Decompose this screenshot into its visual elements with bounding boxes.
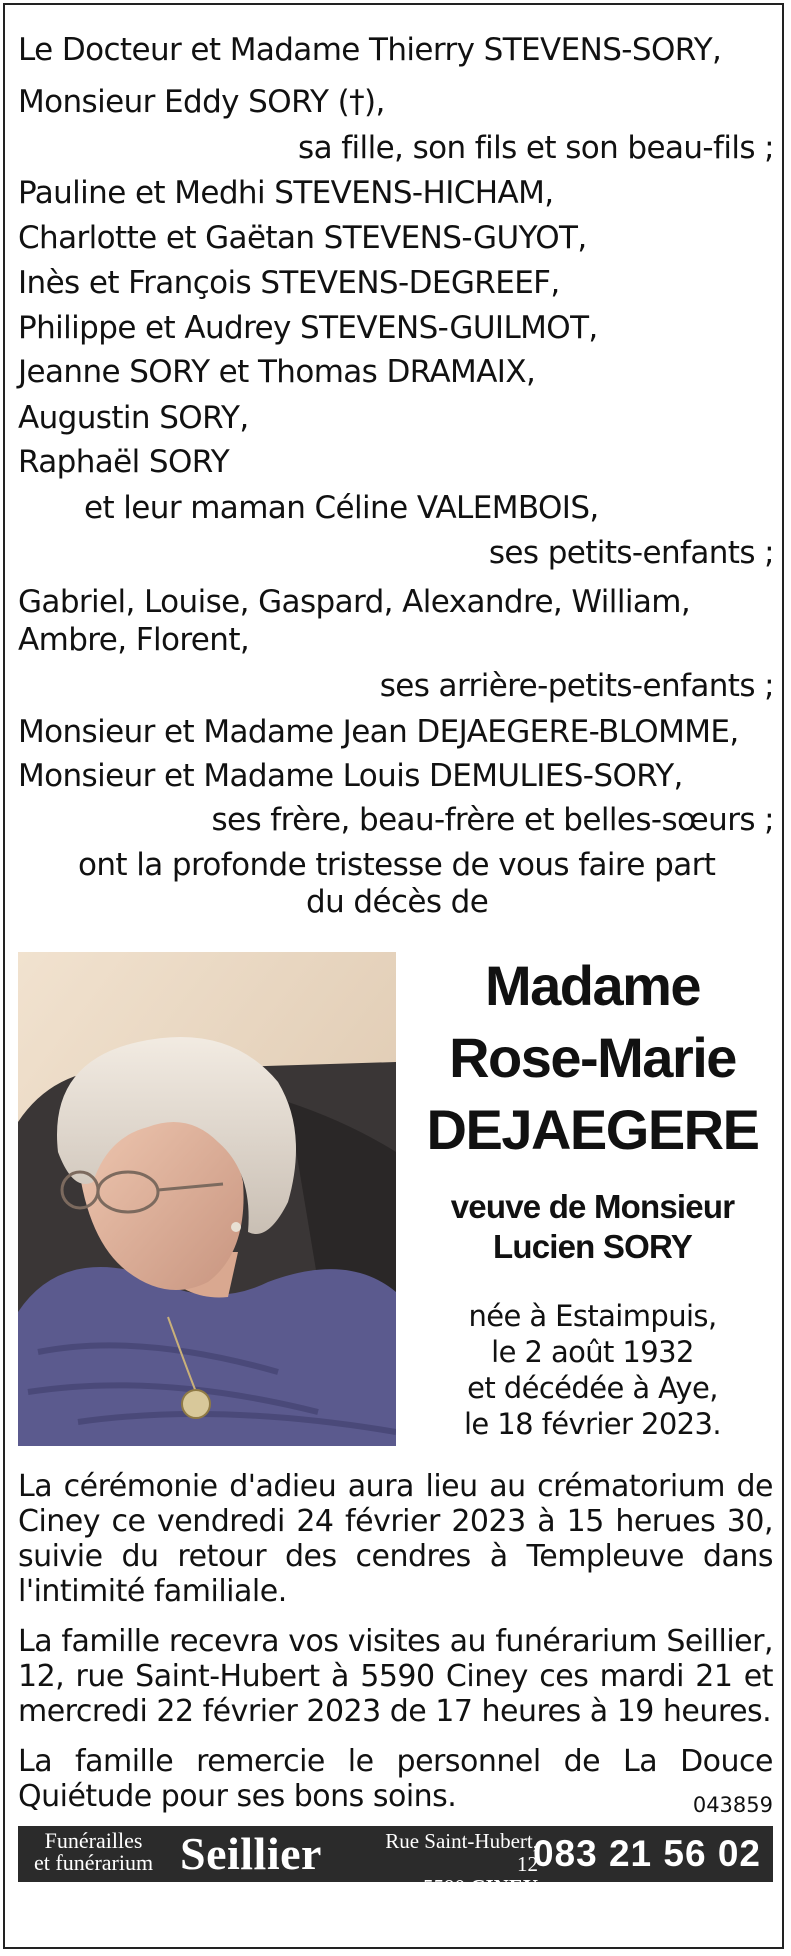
deceased-name-block bbox=[410, 950, 775, 1166]
family-line: et leur maman Céline VALEMBOIS, bbox=[84, 490, 599, 526]
family-line: Philippe et Audrey STEVENS-GUILMOT, bbox=[18, 310, 598, 346]
family-line: Monsieur et Madame Jean DEJAEGERE-BLOMME, bbox=[18, 714, 739, 750]
family-line: Ambre, Florent, bbox=[18, 622, 250, 658]
widow-line: Lucien SORY bbox=[492, 1228, 692, 1265]
funeral-home-address: Rue Saint-Hubert, 12 5590 CINEY bbox=[385, 1829, 538, 1899]
date-line: le 2 août 1932 bbox=[491, 1335, 694, 1369]
relation-line: ses petits-enfants ; bbox=[488, 535, 774, 571]
funeral-home-type: Funérailles et funérarium bbox=[34, 1828, 154, 1875]
family-line: Monsieur et Madame Louis DEMULIES-SORY, bbox=[18, 758, 683, 794]
family-line: Inès et François STEVENS-DEGREEF, bbox=[18, 265, 560, 301]
relation-line: ses arrière-petits-enfants ; bbox=[379, 668, 774, 704]
portrait-photo bbox=[18, 952, 396, 1446]
date-line: née à Estaimpuis, bbox=[468, 1299, 717, 1333]
ceremony-paragraph: La cérémonie d'adieu aura lieu au crématorium de Ciney ce vendredi 24 février 2023 à 15 herues 30, suivie du retour des cendres à Templeuve dans l'intimité familiale. bbox=[18, 1469, 773, 1609]
announcement-line: ont la profonde tristesse de vous faire part bbox=[78, 847, 716, 883]
thanks-paragraph: La famille remercie le personnel de La Douce Quiétude pour ses bons soins. bbox=[18, 1744, 773, 1814]
deceased-last-name: DEJAEGERE bbox=[426, 1098, 759, 1161]
date-line: et décédée à Aye, bbox=[467, 1371, 718, 1405]
relation-line: ses frère, beau-frère et belles-sœurs ; bbox=[211, 802, 774, 838]
date-line: le 18 février 2023. bbox=[463, 1407, 722, 1441]
family-line: Augustin SORY, bbox=[18, 400, 249, 436]
family-line: Raphaël SORY bbox=[18, 444, 230, 480]
widow-block bbox=[410, 1187, 775, 1267]
funeral-home-phone[interactable]: 083 21 56 02 bbox=[532, 1833, 761, 1874]
family-line: Gabriel, Louise, Gaspard, Alexandre, William, bbox=[18, 584, 691, 620]
family-line: Monsieur Eddy SORY (†), bbox=[18, 84, 385, 120]
relation-line: sa fille, son fils et son beau-fils ; bbox=[298, 130, 774, 166]
widow-line: veuve de Monsieur bbox=[450, 1188, 735, 1225]
family-line: Le Docteur et Madame Thierry STEVENS-SORY, bbox=[18, 32, 722, 68]
family-line: Pauline et Medhi STEVENS-HICHAM, bbox=[18, 175, 554, 211]
funeral-home-name: Seillier bbox=[180, 1828, 322, 1879]
family-line: Jeanne SORY et Thomas DRAMAIX, bbox=[18, 354, 536, 390]
dates-block bbox=[410, 1298, 775, 1442]
family-line: Charlotte et Gaëtan STEVENS-GUYOT, bbox=[18, 220, 587, 256]
funeral-home-banner bbox=[18, 1826, 773, 1899]
visit-paragraph: La famille recevra vos visites au funérarium Seillier, 12, rue Saint-Hubert à 5590 Ciney ces mardi 21 et mercredi 22 février 2023 de 17 heures à 19 heures. bbox=[18, 1624, 773, 1729]
deceased-first-name: Rose-Marie bbox=[449, 1026, 736, 1089]
reference-number: 043859 bbox=[692, 1793, 773, 1817]
deceased-title: Madame bbox=[484, 954, 701, 1017]
announcement-line: du décès de bbox=[306, 884, 489, 920]
